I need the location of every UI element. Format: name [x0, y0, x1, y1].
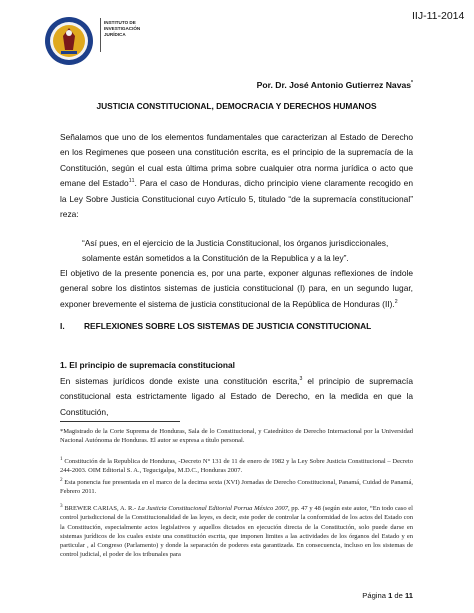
footnote-author: *Magistrado de la Corte Suprema de Honduras, Sala de lo Constitucional, y Catedrático de Derecho Internacional por la Universidad Nacional Autónoma de Honduras. El autor se expresa a título personal.: [60, 428, 413, 445]
section-heading: I. REFLEXIONES SOBRE LOS SISTEMAS DE JUSTICIA CONSTITUCIONAL: [60, 321, 372, 331]
page-number: Página 1 de 11: [362, 591, 413, 600]
institute-name: INSTITUTO DE INVESTIGACIÓN JURÍDICA: [104, 20, 141, 37]
intro-paragraph: Señalamos que uno de los elementos fundamentales que caracterizan al Estado de Derecho en los Regimenes que poseen una constitución escrita, es el principio de la supremacía de la Constitución, según el cual esta última prima sobre cualquier otra norma jurídica o acto que emane del Estado$^{11}$. Para el caso de Honduras, dicho principio viene claramente recogido en la Ley Sobre Justicia Constitucional cuyo Artículo 5, titulado “de la supremacía constitucional” reza:: [60, 132, 413, 220]
document-title: JUSTICIA CONSTITUCIONAL, DEMOCRACIA Y DERECHOS HUMANOS: [96, 101, 377, 111]
article-quote: “Así pues, en el ejercicio de la Justicia Constitucional, los órganos jurisdiccionales, solamente están sometidos a la Constitución de la Republica y a la ley”.: [82, 238, 389, 264]
footnote-divider: [60, 421, 180, 422]
footnote-3: $^3$ BREWER CARIAS, A. R.- La Justicia Constitucional Editorial Porrua México 2007, pp. 47 y 48 (según este autor, “En todo caso el control jurisdiccional de la Constitucionalidad de las leyes, es decir, este poder de controlar la conformidad de los actos del Estado con la Constitución, especialmente actos legislativos y aquellos dictados en ejecución directa de la Constitución, solo puede darse en sistemas jurídicos de los cuales existe una constitución escrita, que imponen limites a las actividades de los órganos del Estado y en particular , al Congreso (Parlamento) y donde la separación de poderes esta garantizada. En consecuencia, incluso en los sistemas de control judicial, el poder de los tribunales para: [60, 502, 413, 559]
footnote-1: $^1$ Constitución de la Republica de Honduras, -Decreto N° 131 de 11 de enero de 1982 y la Ley Sobre Justicia Constitucional – Decreto 244-2003. OIM Editorial S. A., Tegucigalpa, M.D.C., Honduras 2007.: [60, 455, 413, 475]
objective-paragraph: El objetivo de la presente ponencia es, por una parte, exponer algunas reflexiones de índole general sobre los distintos sistemas de justicia constitucional (I) para, en un segundo lugar, exponer brevemente el sistema de justicia constitucional de la República de Honduras (II).$^2$: [60, 268, 413, 309]
subsection-heading: 1. El principio de supremacía constitucional: [60, 360, 235, 370]
institute-seal-logo: [44, 16, 94, 66]
footnote-2: $^2$ Esta ponencia fue presentada en el marco de la decima sexta (XVI) Jornadas de Derecho Constitucional, Panamá, Cuidad de Panamá, Febrero 2011.: [60, 476, 413, 496]
document-id: IIJ-11-2014: [412, 10, 465, 22]
header-divider: [100, 18, 101, 52]
supremacy-paragraph: En sistemas jurídicos donde existe una constitución escrita,$^3$ el principio de supremacía constitucional esta estrictamente ligado al Estado de Derecho, en la medida en que la Constitución,: [60, 376, 413, 417]
author-line: Por. Dr. José Antonio Gutierrez Navas*: [256, 80, 413, 90]
